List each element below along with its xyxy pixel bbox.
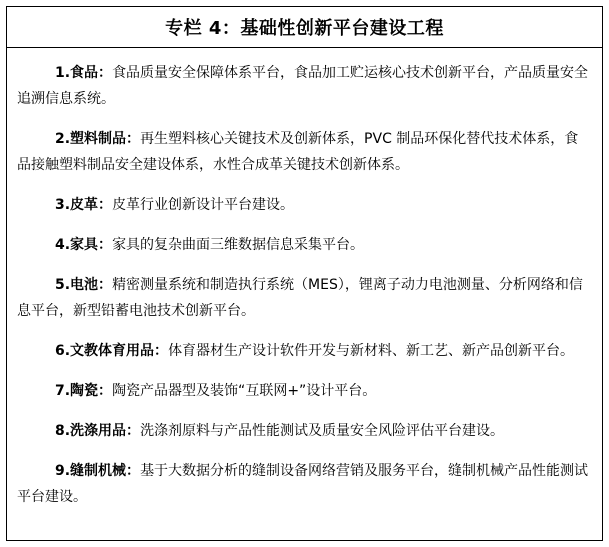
item-text: 体育器材生产设计软件开发与新材料、新工艺、新产品创新平台。	[168, 343, 575, 359]
list-item	[17, 60, 592, 112]
item-text: 食品质量安全保障体系平台，食品加工贮运核心技术创新平台，产品质量安全追溯信息系统。	[17, 65, 589, 107]
item-label: 4.家具：	[55, 237, 113, 253]
list-item	[17, 192, 592, 218]
item-label: 9.缝制机械：	[55, 463, 141, 479]
list-item	[17, 272, 592, 324]
item-label: 7.陶瓷：	[55, 383, 113, 399]
item-label: 1.食品：	[55, 65, 113, 81]
item-label: 2.塑料制品：	[55, 131, 141, 147]
document-table	[6, 6, 603, 541]
item-text: 皮革行业创新设计平台建设。	[112, 197, 295, 213]
item-text: 基于大数据分析的缝制设备网络营销及服务平台，缝制机械产品性能测试平台建设。	[17, 463, 589, 505]
item-text: 洗涤剂原料与产品性能测试及质量安全风险评估平台建设。	[140, 423, 505, 439]
list-item	[17, 378, 592, 404]
item-label: 5.电池：	[55, 277, 113, 293]
list-item	[17, 338, 592, 364]
item-text: 再生塑料核心关键技术及创新体系，PVC 制品环保化替代技术体系，食品接触塑料制品安全建设体系，水性合成革关键技术创新体系。	[17, 131, 579, 173]
item-label: 3.皮革：	[55, 197, 113, 213]
list-item	[17, 458, 592, 510]
item-text: 家具的复杂曲面三维数据信息采集平台。	[112, 237, 365, 253]
item-text: 陶瓷产品器型及装饰“互联网+”设计平台。	[112, 383, 377, 399]
item-label: 8.洗涤用品：	[55, 423, 141, 439]
item-list	[7, 48, 602, 510]
item-text: 精密测量系统和制造执行系统（MES），锂离子动力电池测量、分析网络和信息平台，新型铅蓄电池技术创新平台。	[17, 277, 583, 319]
list-item	[17, 126, 592, 178]
item-label: 6.文教体育用品：	[55, 343, 169, 359]
table-title: 专栏 4：基础性创新平台建设工程	[7, 7, 602, 48]
list-item	[17, 232, 592, 258]
list-item	[17, 418, 592, 444]
